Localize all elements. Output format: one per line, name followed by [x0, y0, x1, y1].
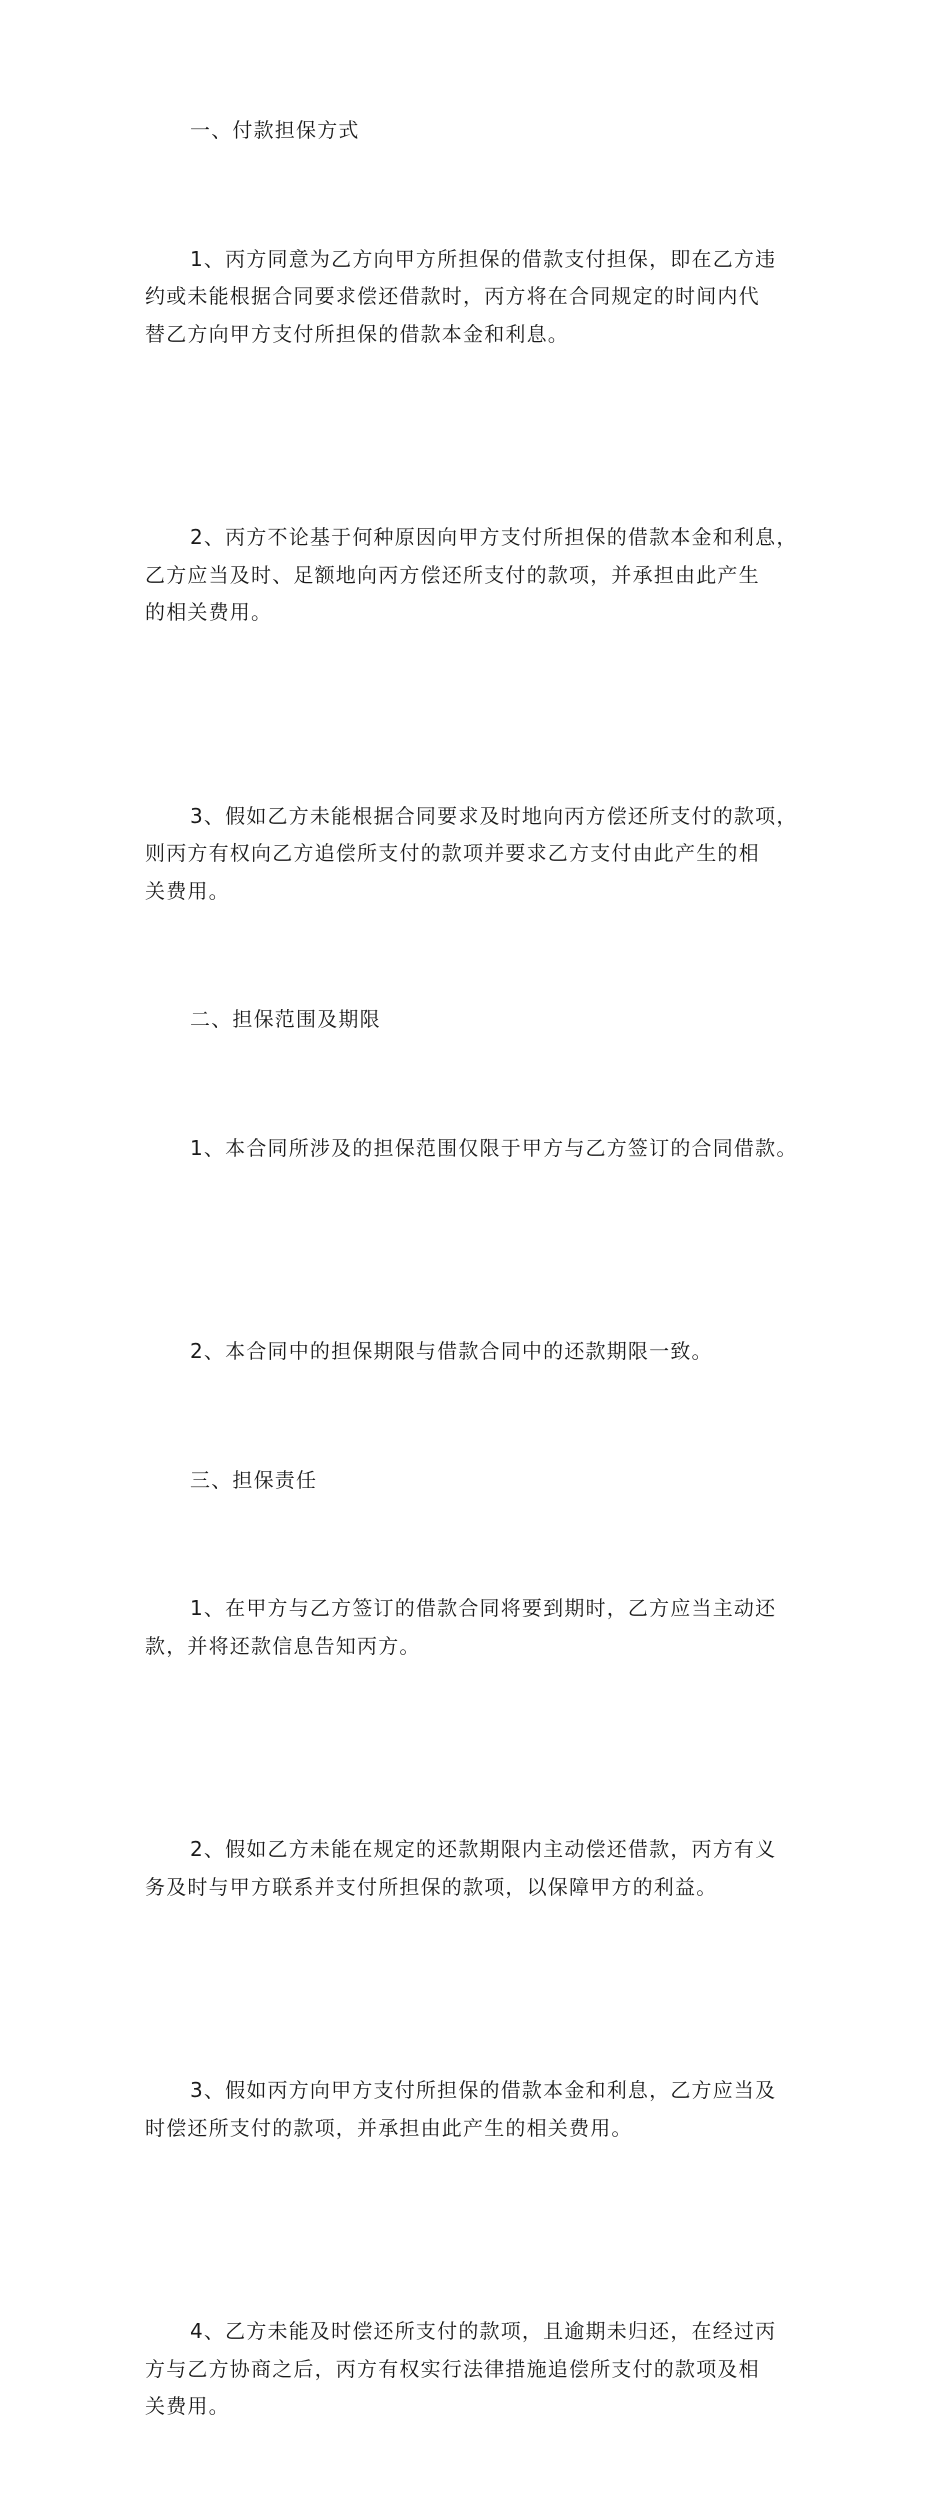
clause-3-4 — [145, 2238, 815, 2501]
clause-line: 则丙方有权向乙方追偿所支付的款项并要求乙方支付由此产生的相 — [145, 841, 760, 865]
clause-3-1 — [145, 1515, 815, 1740]
clause-line: 款，并将还款信息告知丙方。 — [145, 1633, 421, 1658]
clause-line: 3、假如丙方向甲方支付所担保的借款本金和利息，乙方应当及 — [190, 2078, 777, 2102]
clause-line: 约或未能根据合同要求偿还借款时，丙方将在合同规定的时间内代 — [145, 284, 760, 308]
clause-line: 务及时与甲方联系并支付所担保的款项，以保障甲方的利益。 — [145, 1874, 718, 1899]
clause-3-2 — [145, 1756, 815, 1981]
clause-line: 4、乙方未能及时偿还所支付的款项，且逾期未归还，在经过丙 — [190, 2319, 777, 2343]
section-heading-guarantee-liability: 三、担保责任 — [190, 1467, 318, 1492]
clause-line: 3、假如乙方未能根据合同要求及时地向丙方偿还所支付的款项， — [190, 803, 798, 828]
clause-2-1 — [145, 1055, 815, 1243]
clause-line: 替乙方向甲方支付所担保的借款本金和利息。 — [145, 321, 569, 346]
clause-line: 1、在甲方与乙方签订的借款合同将要到期时，乙方应当主动还 — [190, 1596, 777, 1620]
clause-1-3 — [145, 723, 815, 986]
clause-line: 2、本合同中的担保期限与借款合同中的还款期限一致。 — [190, 1339, 713, 1363]
section-heading-scope-and-term: 二、担保范围及期限 — [190, 1007, 381, 1031]
clause-line: 时偿还所支付的款项，并承担由此产生的相关费用。 — [145, 2115, 633, 2140]
clause-1-1 — [145, 166, 815, 429]
clause-line: 乙方应当及时、足额地向丙方偿还所支付的款项，并承担由此产生 — [145, 562, 760, 587]
clause-1-2 — [145, 444, 815, 707]
clause-line: 1、丙方同意为乙方向甲方所担保的借款支付担保，即在乙方违 — [190, 246, 777, 271]
clause-line: 关费用。 — [145, 2394, 230, 2418]
clause-line: 2、丙方不论基于何种原因向甲方支付所担保的借款本金和利息， — [190, 525, 798, 549]
section-heading-payment-guarantee: 一、付款担保方式 — [190, 118, 360, 142]
clause-line: 的相关费用。 — [145, 600, 273, 624]
clause-3-3 — [145, 1997, 815, 2222]
clause-line: 2、假如乙方未能在规定的还款期限内主动偿还借款，丙方有义 — [190, 1837, 777, 1861]
document-body — [145, 112, 815, 2517]
clause-line: 方与乙方协商之后，丙方有权实行法律措施追偿所支付的款项及相 — [145, 2356, 760, 2381]
clause-line: 关费用。 — [145, 878, 230, 903]
clause-2-2 — [145, 1258, 815, 1446]
clause-line: 1、本合同所涉及的担保范围仅限于甲方与乙方签订的合同借款。 — [190, 1135, 798, 1160]
